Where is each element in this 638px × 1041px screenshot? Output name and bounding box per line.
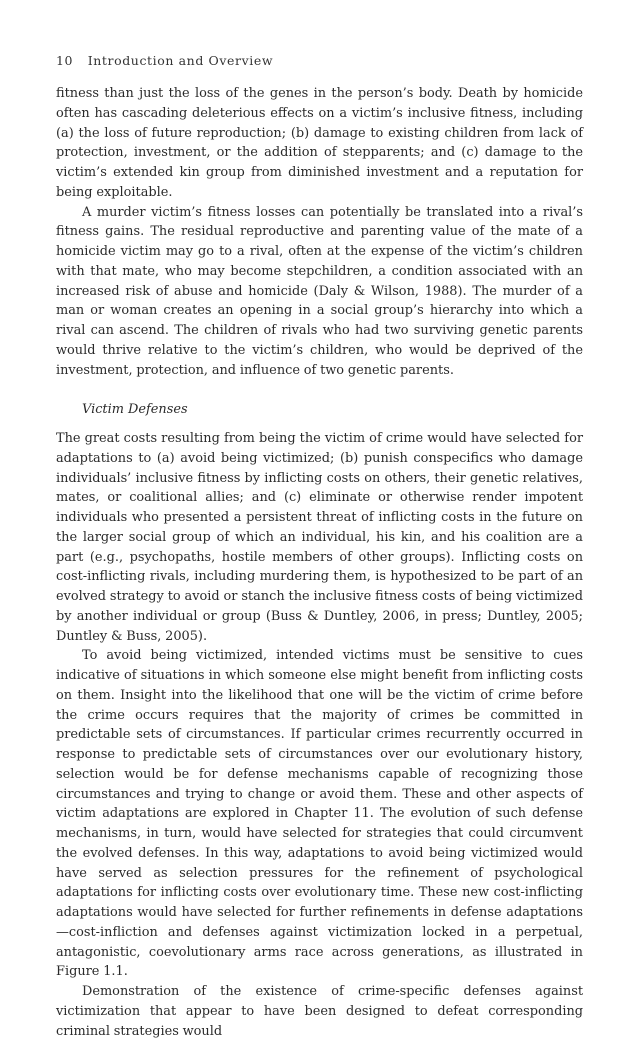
paragraph-1: fitness than just the loss of the genes in the person’s body. Death by homicide often has cascading deleterious effects on a victim’s inclusive fitness, including (a) the loss of future reproduction; (b) damage to existing children from lack of protection, investment, or the addition of stepparents; and (c) damage to the victim’s extended kin group from diminished investment and a reputation for being exploitable. <box>56 86 583 200</box>
section-heading: Victim Defenses <box>82 402 188 418</box>
paragraph-5: Demonstration of the existence of crime-specific defenses against victimization that appear to have been designed to defeat corresponding criminal strategies would <box>56 984 583 1039</box>
paragraph-4: To avoid being victimized, intended victims must be sensitive to cues indicative of situations in which someone else might benefit from inflicting costs on them. Insight into the likelihood that one will be the victim of crime before the crime occurs requires that the majority of crimes be committed in predictable sets of circumstances. If particular crimes recurrently occurred in response to predictable sets of circumstances over our evolutionary history, selection would be for defense mechanisms capable of recognizing those circumstances and trying to change or avoid them. These and other aspects of victim adaptations are explored in Chapter 11. The evolution of such defense mechanisms, in turn, would have selected for strategies that could circumvent the evolved defenses. In this way, adaptations to avoid being victimized would have served as selection pressures for the refinement of psychological adaptations for inflicting costs over evolutionary time. These new cost-inflicting adaptations would have selected for further refinements in defense adaptations—cost-infliction and defenses against victimization locked in a perpetual, antagonistic, coevolutionary arms race across generations, as illustrated in Figure 1.1. <box>56 648 583 980</box>
page-number: 10 <box>56 53 74 68</box>
running-head <box>56 52 583 70</box>
paragraph-2: A murder victim’s fitness losses can potentially be translated into a rival’s fitness gains. The residual reproductive and parenting value of the mate of a homicide victim may go to a rival, often at the expense of the victim’s children with that mate, who may become stepchildren, a condition associated with an increased risk of abuse and homicide (Daly & Wilson, 1988). The murder of a man or woman creates an opening in a social group’s hierarchy into which a rival can ascend. The children of rivals who had two surviving genetic parents would thrive relative to the victim’s children, who would be deprived of the investment, protection, and influence of two genetic parents. <box>56 204 583 378</box>
book-page <box>56 52 583 1041</box>
running-title: Introduction and Overview <box>87 53 274 68</box>
paragraph-3: The great costs resulting from being the victim of crime would have selected for adaptations to (a) avoid being victimized; (b) punish conspecifics who damage individuals’ inclusive fitness by inflicting costs on others, their genetic relatives, mates, or coalitional allies; and (c) eliminate or otherwise render impotent individuals who presented a persistent threat of inflicting costs in the future on the larger social group of which an individual, his kin, and his coalition are a part (e.g., psychopaths, hostile members of other groups). Inflicting costs on cost-inflicting rivals, including murdering them, is hypothesized to be part of an evolved strategy to avoid or stanch the inclusive fitness costs of being victimized by another individual or group (Buss & Duntley, 2006, in press; Duntley, 2005; Duntley & Buss, 2005). <box>56 431 583 644</box>
